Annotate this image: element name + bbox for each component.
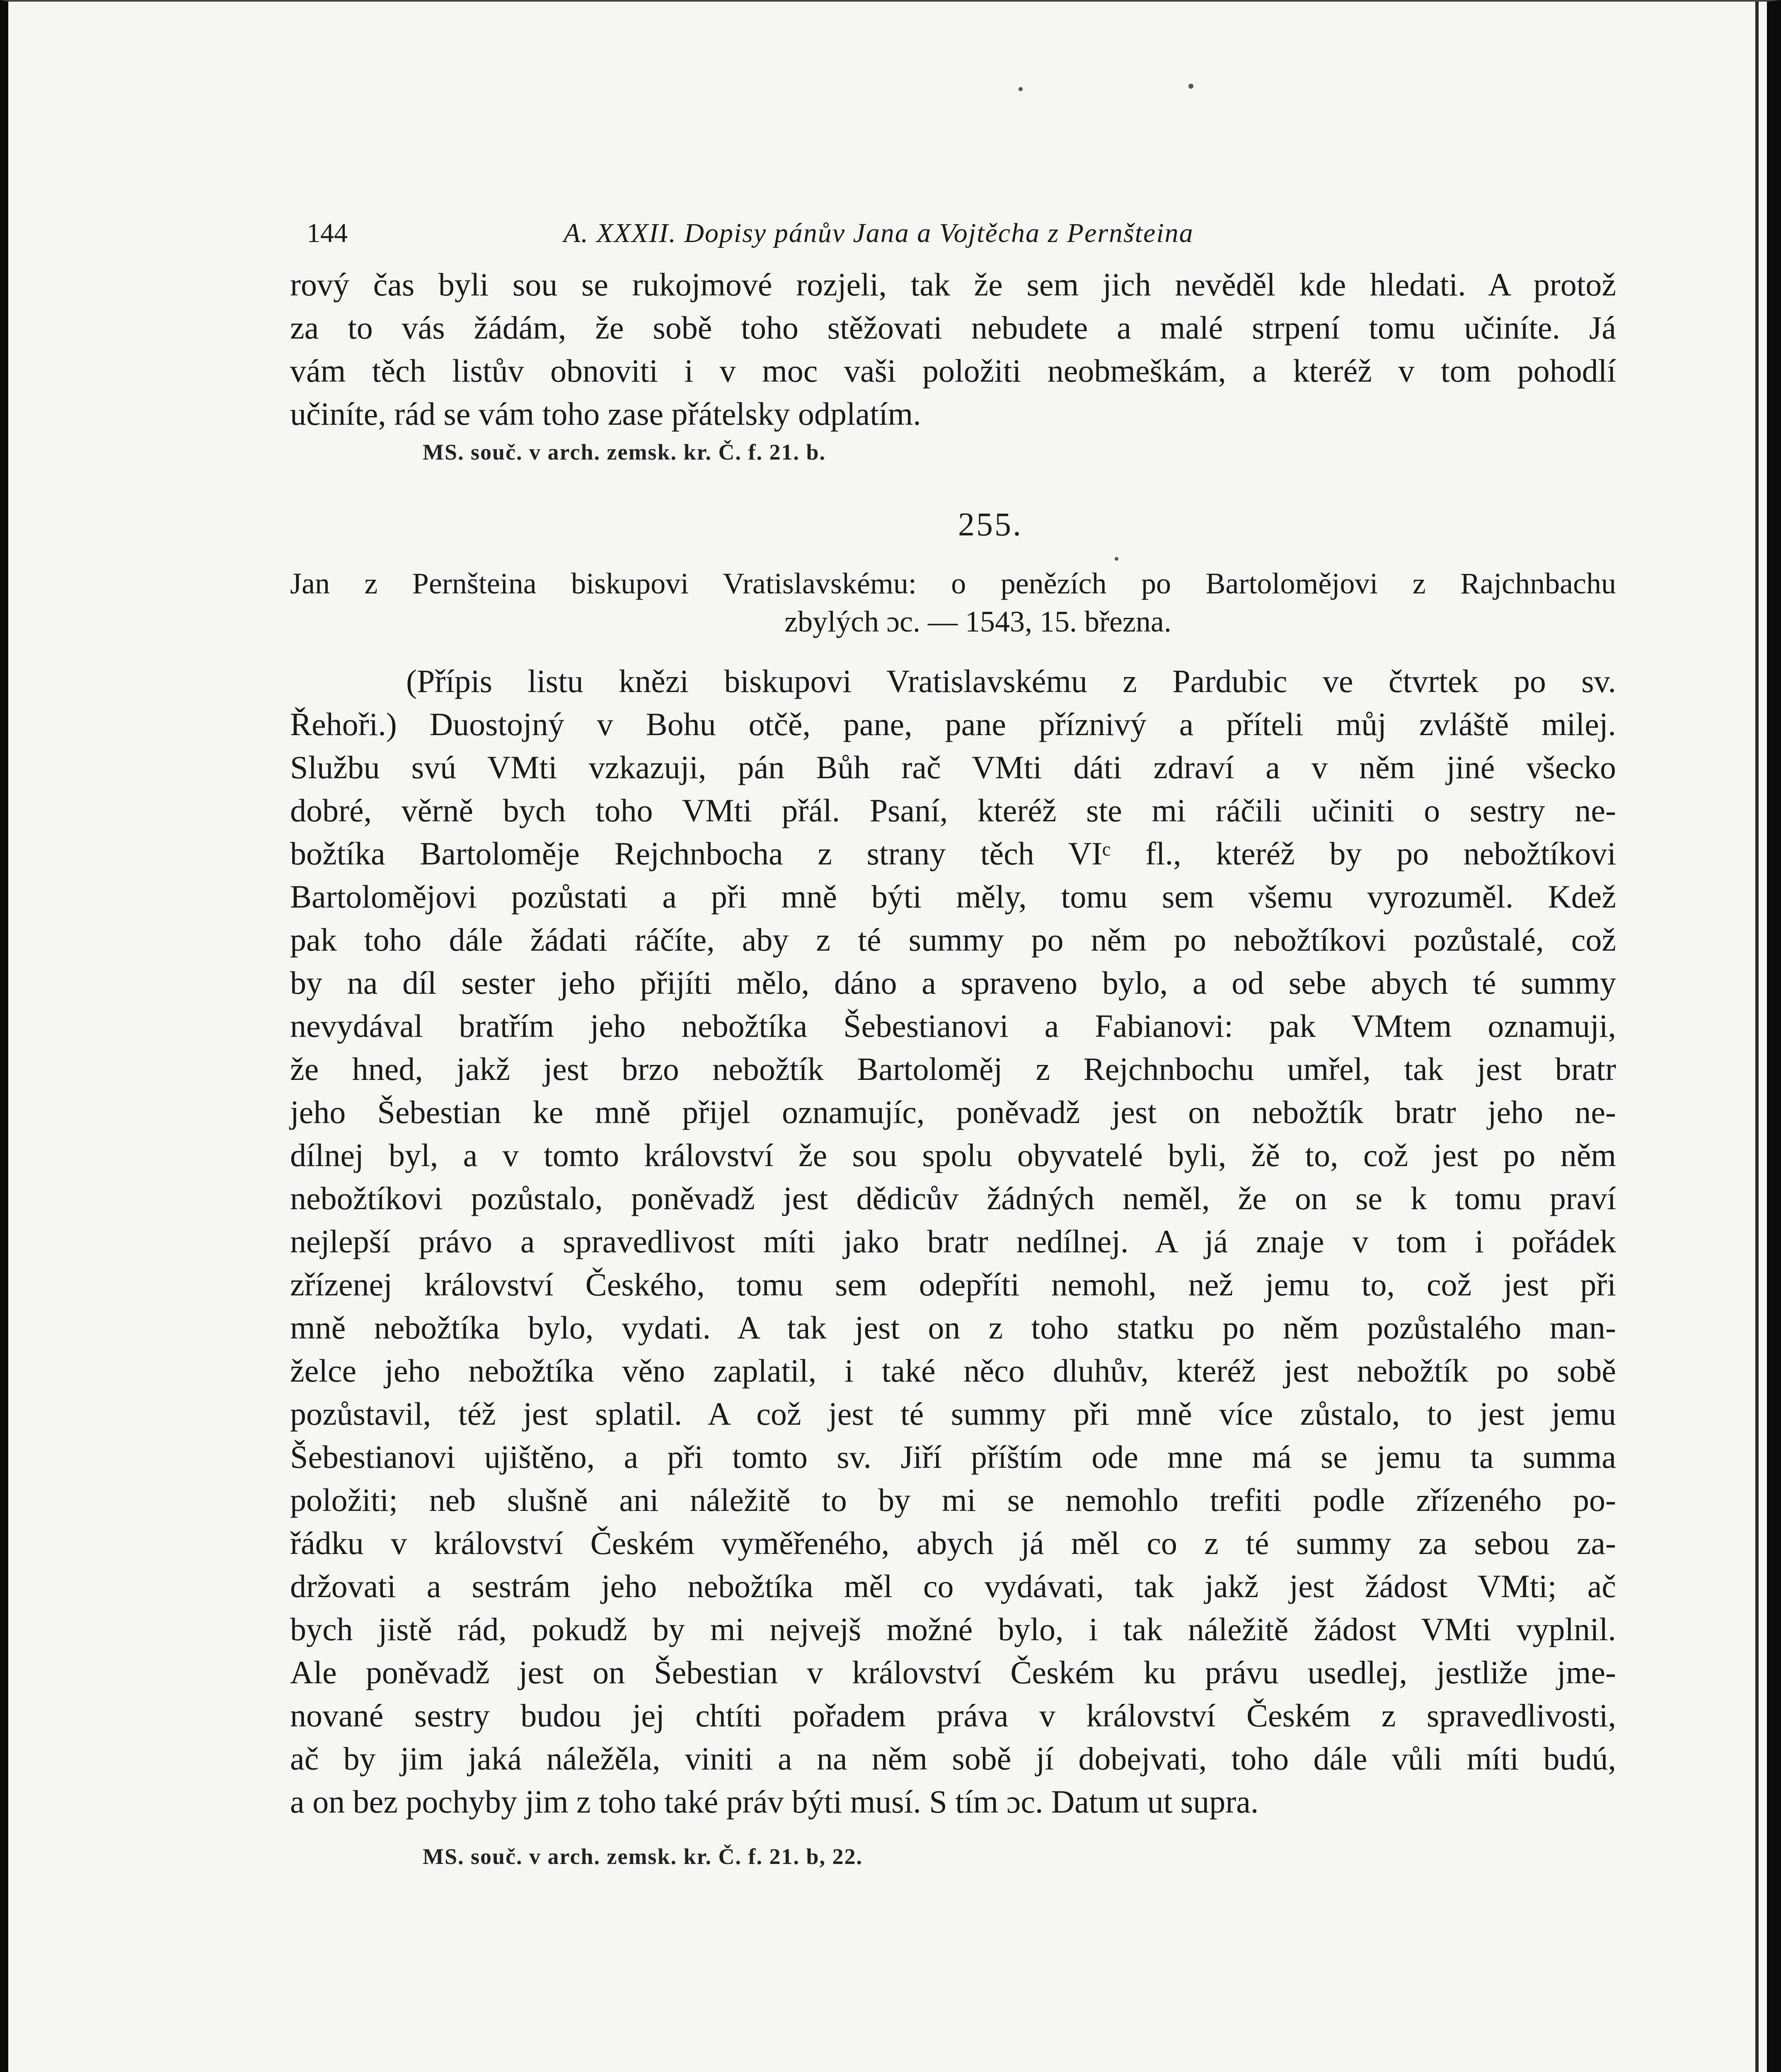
text-line: pozůstavil, též jest splatil. A což jest té summy při mně více zůstalo, to jest jemu [290, 1396, 1616, 1432]
continuation-text [290, 263, 1616, 436]
running-title: A. XXXII. Dopisy pánův Jana a Vojtěcha z Pernšteina [564, 218, 1194, 248]
document-number: 255. [958, 506, 1023, 543]
text-line: by na díl sester jeho přijíti mělo, dáno a spraveno bylo, a od sebe abych té summy [290, 965, 1616, 1001]
text-line: zřízenej království Českého, tomu sem odepříti nemohl, než jemu to, což jest při [290, 1266, 1616, 1302]
source-note: MS. souč. v arch. zemsk. kr. Č. f. 21. b, 22. [423, 1844, 863, 1869]
text-line: nevydával bratřím jeho nebožtíka Šebestianovi a Fabianovi: pak VMtem oznamuji, [290, 1008, 1616, 1044]
text-line: učiníte, rád se vám toho zase přátelsky odplatím. [290, 396, 921, 432]
text-line: mně nebožtíka bylo, vydati. A tak jest on z toho statku po něm pozůstalého man- [290, 1310, 1616, 1346]
text-line: držovati a sestrám jeho nebožtíka měl co vydávati, tak jakž jest žádost VMti; ač [290, 1568, 1616, 1604]
text-line: za to vás žádám, že sobě toho stěžovati nebudete a malé strpení tomu učiníte. Já [290, 310, 1616, 346]
text-line: položiti; neb slušně ani náležitě to by mi se nemohlo trefiti podle zřízeného po- [290, 1482, 1616, 1518]
text-line: rový čas byli sou se rukojmové rozjeli, tak že sem jich nevěděl kde hledati. A protož [290, 266, 1616, 303]
text-line: nejlepší právo a spravedlivost míti jako bratr nedílnej. A já znaje v tom i pořádek [290, 1223, 1616, 1259]
running-head [290, 209, 1616, 263]
scan-speck [1019, 87, 1023, 91]
text-line: že hned, jakž jest brzo nebožtík Bartoloměj z Rejchnbochu umřel, tak jest bratr [290, 1051, 1616, 1087]
text-line: nované sestry budou jej chtíti pořadem práva v království Českém z spravedlivosti, [290, 1697, 1616, 1733]
text-line: dobré, věrně bych toho VMti přál. Psaní, kteréž ste mi ráčili učiniti o sestry ne- [290, 792, 1616, 828]
book-page [290, 209, 1616, 1873]
text-line: řádku v království Českém vyměřeného, abych já měl co z té summy za sebou za- [290, 1525, 1616, 1561]
summary-line: zbylých ɔc. — 1543, 15. března. [784, 605, 1171, 638]
text-line: božtíka Bartoloměje Rejchnbocha z strany těch VIᶜ fl., kteréž by po nebožtíkovi [290, 835, 1616, 871]
document-summary [290, 564, 1616, 641]
document-body [290, 660, 1616, 1823]
text-line: ač by jim jaká náležěla, viniti a na něm sobě jí dobejvati, toho dále vůli míti budú, [290, 1740, 1616, 1777]
page-number: 144 [307, 218, 348, 248]
text-line: želce jeho nebožtíka věno zaplatil, i také něco dluhův, kteréž jest nebožtík po sobě [290, 1353, 1616, 1389]
text-line: Šebestianovi ujištěno, a při tomto sv. Jiří příštím ode mne má se jemu ta summa [290, 1439, 1616, 1475]
text-line: Bartolomějovi pozůstati a při mně býti měly, tomu sem všemu vyrozuměl. Kdež [290, 879, 1616, 915]
text-line: Řehoři.) Duostojný v Bohu otčě, pane, pane příznivý a příteli můj zvláště milej. [290, 706, 1616, 742]
text-line: (Přípis listu knězi biskupovi Vratislavskému z Pardubic ve čtvrtek po sv. [406, 663, 1616, 699]
text-line: pak toho dále žádati ráčíte, aby z té summy po něm po nebožtíkovi pozůstalé, což [290, 922, 1616, 958]
text-line: nebožtíkovi pozůstalo, poněvadž jest dědicův žádných neměl, že on se k tomu praví [290, 1180, 1616, 1216]
text-line: Službu svú VMti vzkazuji, pán Bůh rač VMti dáti zdraví a v něm jiné všecko [290, 749, 1616, 785]
text-line: Ale poněvadž jest on Šebestian v království Českém ku právu usedlej, jestliže jme- [290, 1654, 1616, 1690]
scan-edge-shadow [1755, 2, 1759, 2072]
scan-speck [1188, 84, 1193, 89]
text-line: a on bez pochyby jim z toho také práv býti musí. S tím ɔc. Datum ut supra. [290, 1784, 1259, 1820]
text-line: dílnej byl, a v tomto království že sou spolu obyvatelé byli, žě to, což jest po něm [290, 1137, 1616, 1173]
source-note: MS. souč. v arch. zemsk. kr. Č. f. 21. b. [423, 440, 826, 465]
summary-line: Jan z Pernšteina biskupovi Vratislavskému: o penězích po Bartolomějovi z Rajchnbachu [290, 567, 1616, 600]
text-line: jeho Šebestian ke mně přijel oznamujíc, poněvadž jest on nebožtík bratr jeho ne- [290, 1094, 1616, 1130]
text-line: bych jistě rád, pokudž by mi nejvejš možné bylo, i tak náležitě žádost VMti vyplnil. [290, 1611, 1616, 1647]
text-line: vám těch listův obnoviti i v moc vaši položiti neobmeškám, a kteréž v tom pohodlí [290, 353, 1616, 389]
